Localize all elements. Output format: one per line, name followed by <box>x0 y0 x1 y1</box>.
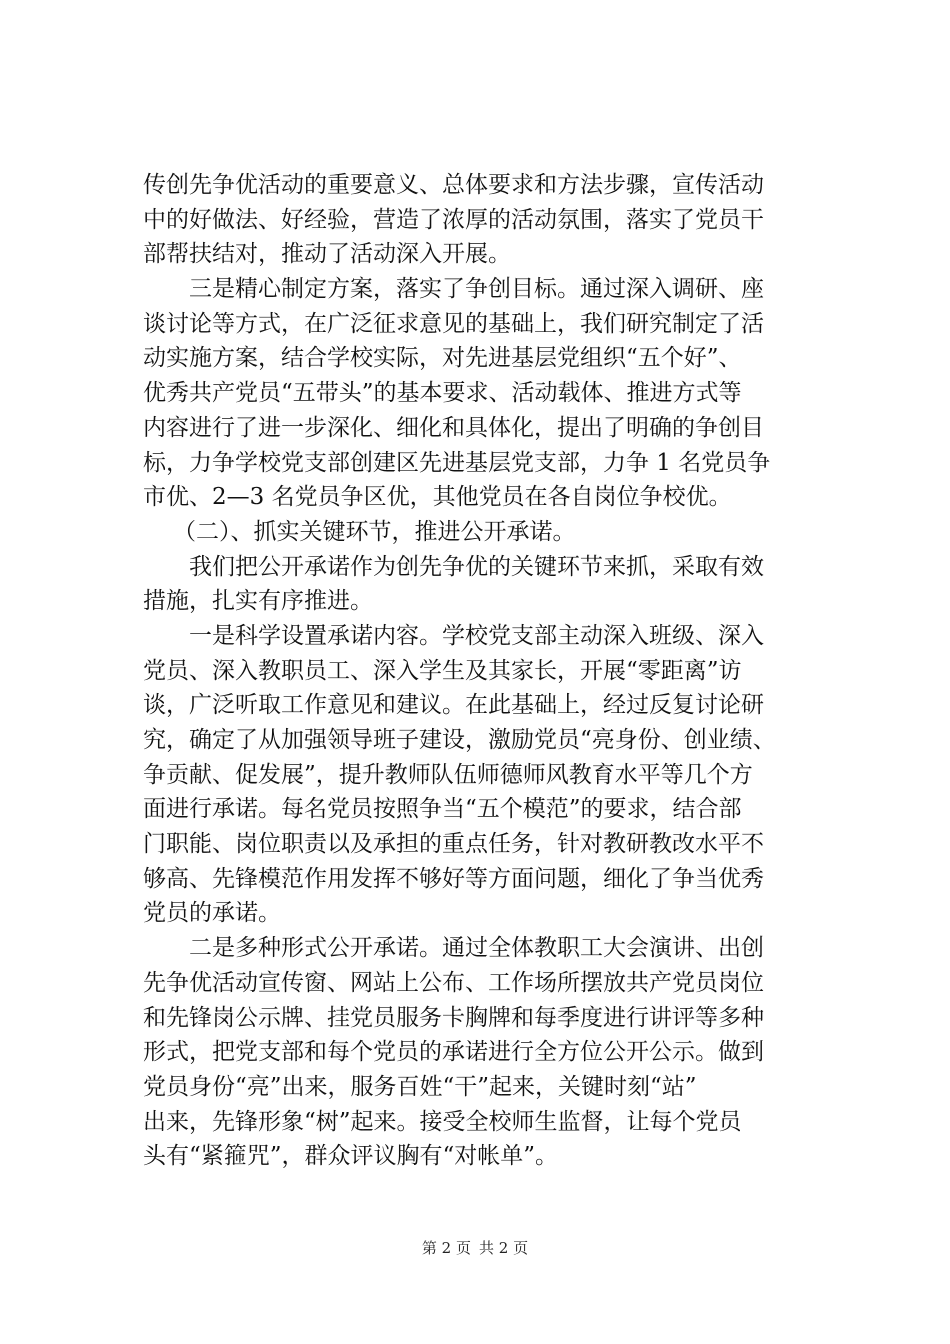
text-line: 中的好做法、好经验，营造了浓厚的活动氛围，落实了党员干 <box>143 206 764 233</box>
section-heading: （二）、抓实关键环节，推进公开承诺。 <box>173 518 576 545</box>
text-line: 先争优活动宣传窗、网站上公布、工作场所摆放共产党员岗位 <box>143 969 764 996</box>
text-line: 党员、深入教职员工、深入学生及其家长，开展“零距离”访 <box>143 657 742 684</box>
text-line: 动实施方案，结合学校实际，对先进基层党组织“五个好”、 <box>143 345 742 372</box>
page-total: 共 2 页 <box>479 1239 529 1257</box>
text-line: 够高、先锋模范作用发挥不够好等方面问题，细化了争当优秀 <box>143 865 764 892</box>
text-line: 头有“紧箍咒”，群众评议胸有“对帐单”。 <box>143 1143 559 1170</box>
text-line: 传创先争优活动的重要意义、总体要求和方法步骤，宣传活动 <box>143 172 764 198</box>
text-line: 部帮扶结对，推动了活动深入开展。 <box>143 241 511 268</box>
text-line: 党员的承诺。 <box>143 900 281 927</box>
text-line: 标，力争学校党支部创建区先进基层党支部，力争 1 名党员争 <box>143 449 771 476</box>
text-line: 出来，先锋形象“树”起来。接受全校师生监督，让每个党员 <box>143 1108 742 1135</box>
text-line: 形式，把党支部和每个党员的承诺进行全方位公开公示。做到 <box>143 1039 764 1066</box>
text-line: 一是科学设置承诺内容。学校党支部主动深入班级、深入 <box>189 622 764 649</box>
text-line: 市优、2—3 名党员争区优，其他党员在各自岗位争校优。 <box>143 484 732 511</box>
text-line: 我们把公开承诺作为创先争优的关键环节来抓，采取有效 <box>189 553 764 580</box>
text-line: 门职能、岗位职责以及承担的重点任务，针对教研教改水平不 <box>143 831 764 858</box>
text-line: 究，确定了从加强领导班子建设，激励党员“亮身份、创业绩、 <box>143 727 776 753</box>
text-line: 争贡献、促发展”，提升教师队伍师德师风教育水平等几个方 <box>143 761 753 788</box>
text-line: 优秀共产党员“五带头”的基本要求、活动载体、推进方式等 <box>143 380 742 407</box>
text-line: 党员身份“亮”出来，服务百姓“干”起来，关键时刻“站” <box>143 1073 697 1100</box>
text-line: 措施，扎实有序推进。 <box>143 588 373 615</box>
page-footer <box>0 1238 950 1258</box>
text-line: 二是多种形式公开承诺。通过全体教职工大会演讲、出创 <box>189 935 764 962</box>
text-line: 谈讨论等方式，在广泛征求意见的基础上，我们研究制定了活 <box>143 310 764 337</box>
text-line: 三是精心制定方案，落实了争创目标。通过深入调研、座 <box>189 276 764 303</box>
page-number: 第 2 页 <box>421 1239 471 1257</box>
text-line: 面进行承诺。每名党员按照争当“五个模范”的要求，结合部 <box>143 796 742 823</box>
text-line: 内容进行了进一步深化、细化和具体化，提出了明确的争创目 <box>143 414 764 441</box>
text-line: 谈，广泛听取工作意见和建议。在此基础上，经过反复讨论研 <box>143 692 764 719</box>
text-line: 和先锋岗公示牌、挂党员服务卡胸牌和每季度进行讲评等多种 <box>143 1004 764 1031</box>
document-body <box>143 168 843 1174</box>
